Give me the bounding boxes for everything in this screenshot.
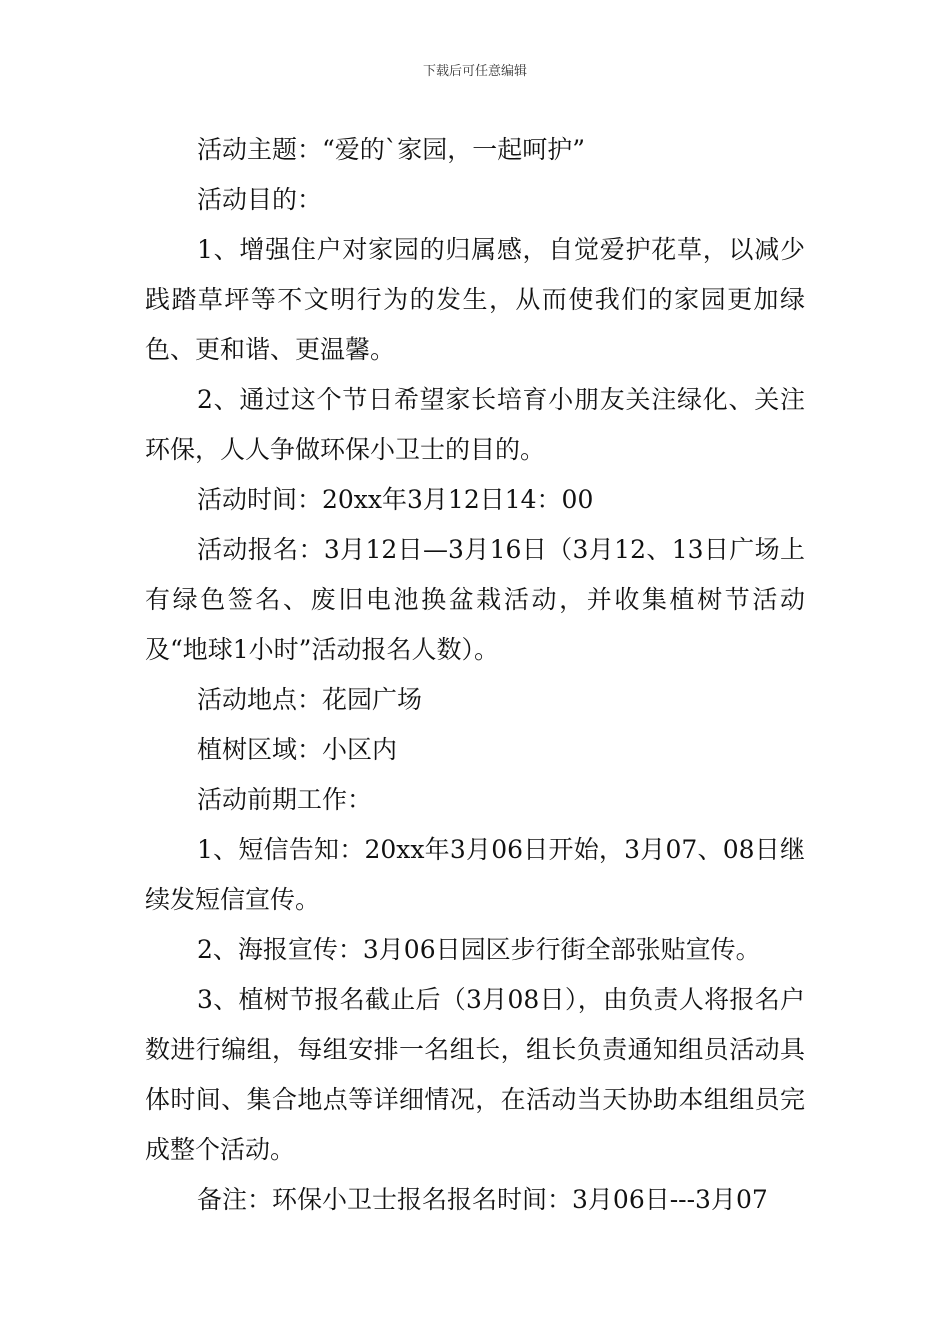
- activity-time: 活动时间：20xx年3月12日14：00: [197, 485, 594, 514]
- preparation-item-2: 2、海报宣传：3月06日园区步行街全部张贴宣传。: [197, 935, 761, 964]
- document-body: [145, 125, 805, 1225]
- activity-purpose-heading: 活动目的：: [197, 185, 323, 214]
- purpose-item-2: 2、通过这个节日希望家长培育小朋友关注绿化、关注环保，人人争做环保小卫士的目的。: [145, 385, 805, 464]
- purpose-item-1: 1、增强住户对家园的归属感，自觉爱护花草，以减少践踏草坪等不文明行为的发生，从而使我们的家园更加绿色、更和谐、更温馨。: [145, 235, 805, 364]
- preparation-heading: 活动前期工作：: [197, 785, 373, 814]
- page-header-note: 下载后可任意编辑: [422, 64, 527, 79]
- remark: 备注：环保小卫士报名报名时间：3月06日---3月07: [197, 1185, 768, 1214]
- planting-area: 植树区域：小区内: [197, 735, 398, 764]
- preparation-item-3: 3、植树节报名截止后（3月08日），由负责人将报名户数进行编组，每组安排一名组长，组长负责通知组员活动具体时间、集合地点等详细情况，在活动当天协助本组组员完成整个活动。: [145, 985, 805, 1164]
- preparation-item-1: 1、短信告知：20xx年3月06日开始，3月07、08日继续发短信宣传。: [145, 835, 805, 914]
- activity-location: 活动地点：花园广场: [197, 685, 423, 714]
- activity-theme: 活动主题：“爱的`家园，一起呵护”: [197, 135, 586, 164]
- activity-registration: 活动报名：3月12日—3月16日（3月12、13日广场上有绿色签名、废旧电池换盆栽活动，并收集植树节活动及“地球1小时”活动报名人数）。: [145, 535, 805, 664]
